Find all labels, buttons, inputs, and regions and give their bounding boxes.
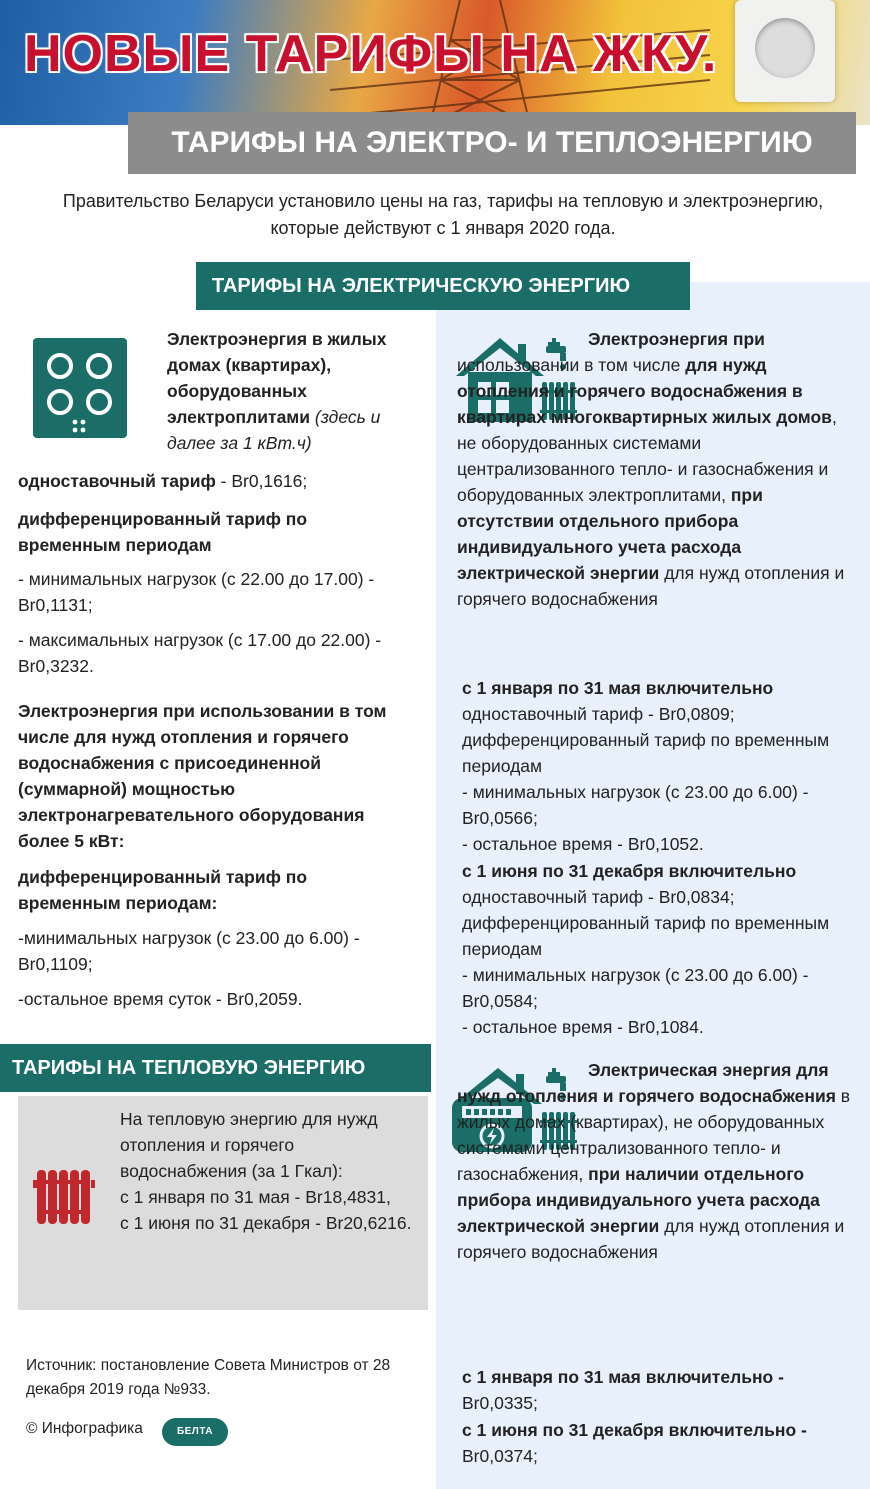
section-title-heat: ТАРИФЫ НА ТЕПЛОВУЮ ЭНЕРГИЮ: [0, 1044, 431, 1092]
right-block-1-text-a: использовании в том числе: [457, 355, 686, 375]
right-block-2-text-a: в жилых домах (квартирах), не оборудованных системами централизованного тепло- и газоснабжения,: [457, 1086, 851, 1184]
period-2-line-1: одноставочный тариф - Br0,0834;: [462, 887, 735, 907]
period-1-line-4: - остальное время - Br0,1052.: [462, 834, 704, 854]
period-4-value: Br0,0374;: [462, 1446, 538, 1466]
period-2-line-2: дифференцированный тариф по временным периодам: [462, 913, 830, 959]
right-block-2-bold: при наличии отдельного прибора индивидуального учета расхода электрической энергии: [457, 1164, 820, 1236]
period-1-line-2: дифференцированный тариф по временным периодам: [462, 730, 830, 776]
heating-heading: Электроэнергия при использовании в том числе для нужд отопления и горячего водоснабжения с присоединенной (суммарной) мощностью электронагревательного оборудования более 5 кВт:: [18, 701, 387, 851]
heat-line-1: На тепловую энергию для нужд отопления и горячего водоснабжения (за 1 Гкал):: [120, 1109, 378, 1181]
diff-rate-label: дифференцированный тариф по временным периодам: [18, 509, 308, 555]
heat-tariff-text: [120, 1106, 420, 1236]
right-block-2-text-b: для нужд отопления и горячего водоснабжения: [457, 1216, 845, 1262]
stove-heading: [167, 326, 407, 456]
period-1: [462, 675, 862, 857]
right-block-2-heading: Электрическая энергия для нужд отопления и горячего водоснабжения: [457, 1060, 836, 1106]
min-load-rate-2: -минимальных нагрузок (с 23.00 до 6.00) - Br0,1109;: [18, 928, 360, 974]
period-3: [462, 1364, 862, 1416]
heat-line-2: с 1 января по 31 мая - Br18,4831,: [120, 1187, 391, 1207]
radiator-icon: [33, 1168, 95, 1226]
period-1-line-1: одноставочный тариф - Br0,0809;: [462, 704, 735, 724]
min-load-rate: - минимальных нагрузок (с 22.00 до 17.00) - Br0,1131;: [18, 569, 375, 615]
right-block-1-text-b: , не оборудованных системами централизованного тепло- и газоснабжения и оборудованных электроплитами,: [457, 407, 837, 505]
electric-stove-icon: [33, 338, 127, 438]
stove-heading-bold: Электроэнергия в жилых домах (квартирах), оборудованных электроплитами: [167, 329, 387, 427]
right-block-2: [457, 1057, 857, 1265]
period-3-heading: с 1 января по 31 мая включительно -: [462, 1367, 784, 1387]
right-block-1-heading: Электроэнергия при: [588, 329, 765, 349]
right-block-1-text-c: для нужд отопления и горячего водоснабжения: [457, 563, 845, 609]
period-2-line-3: - минимальных нагрузок (с 23.00 до 6.00) - Br0,0584;: [462, 965, 809, 1011]
period-2: [462, 858, 862, 1040]
single-rate-value: - Br0,1616;: [215, 471, 308, 491]
period-1-line-3: - минимальных нагрузок (с 23.00 до 6.00) - Br0,0566;: [462, 782, 809, 828]
right-block-1-bold-a: для нужд отопления и горячего водоснабжения в квартирах многоквартирных жилых домов: [457, 355, 832, 427]
stove-heading-note: (здесь и далее за 1 кВт.ч): [167, 407, 381, 453]
single-rate: [18, 468, 428, 494]
intro-text: Правительство Беларуси установило цены на газ, тарифы на тепловую и электроэнергию, которые действуют с 1 января 2020 года.: [62, 191, 824, 238]
source-note: Источник: постановление Совета Министров от 28 декабря 2019 года №933.: [26, 1357, 391, 1398]
period-2-heading: с 1 июня по 31 декабря включительно: [462, 861, 797, 881]
credit: © Инфографика: [26, 1420, 143, 1437]
single-rate-label: одноставочный тариф: [18, 471, 216, 491]
heat-line-3: с 1 июня по 31 декабря - Br20,6216.: [120, 1213, 412, 1233]
diff-rate-label-2: дифференцированный тариф по временным периодам:: [18, 867, 308, 913]
period-4: [462, 1417, 862, 1469]
section-title-electric: ТАРИФЫ НА ЭЛЕКТРИЧЕСКУЮ ЭНЕРГИЮ: [196, 262, 690, 310]
right-block-1: [457, 326, 857, 612]
max-load-rate: - максимальных нагрузок (с 17.00 до 22.00) - Br0,3232.: [18, 630, 382, 676]
belta-logo: БЕЛТА: [162, 1418, 228, 1446]
page-title: НОВЫЕ ТАРИФЫ НА ЖКУ.: [24, 25, 718, 83]
socket-icon: [735, 0, 835, 102]
period-2-line-4: - остальное время - Br0,1084.: [462, 1017, 704, 1037]
rest-time-rate: -остальное время суток - Br0,2059.: [18, 989, 303, 1009]
right-block-1-bold-b: при отсутствии отдельного прибора индивидуального учета расхода электрической энергии: [457, 485, 763, 583]
period-1-heading: с 1 января по 31 мая включительно: [462, 678, 774, 698]
page-subtitle: ТАРИФЫ НА ЭЛЕКТРО- И ТЕПЛОЭНЕРГИЮ: [128, 112, 856, 174]
period-3-value: Br0,0335;: [462, 1393, 538, 1413]
period-4-heading: с 1 июня по 31 декабря включительно -: [462, 1420, 807, 1440]
